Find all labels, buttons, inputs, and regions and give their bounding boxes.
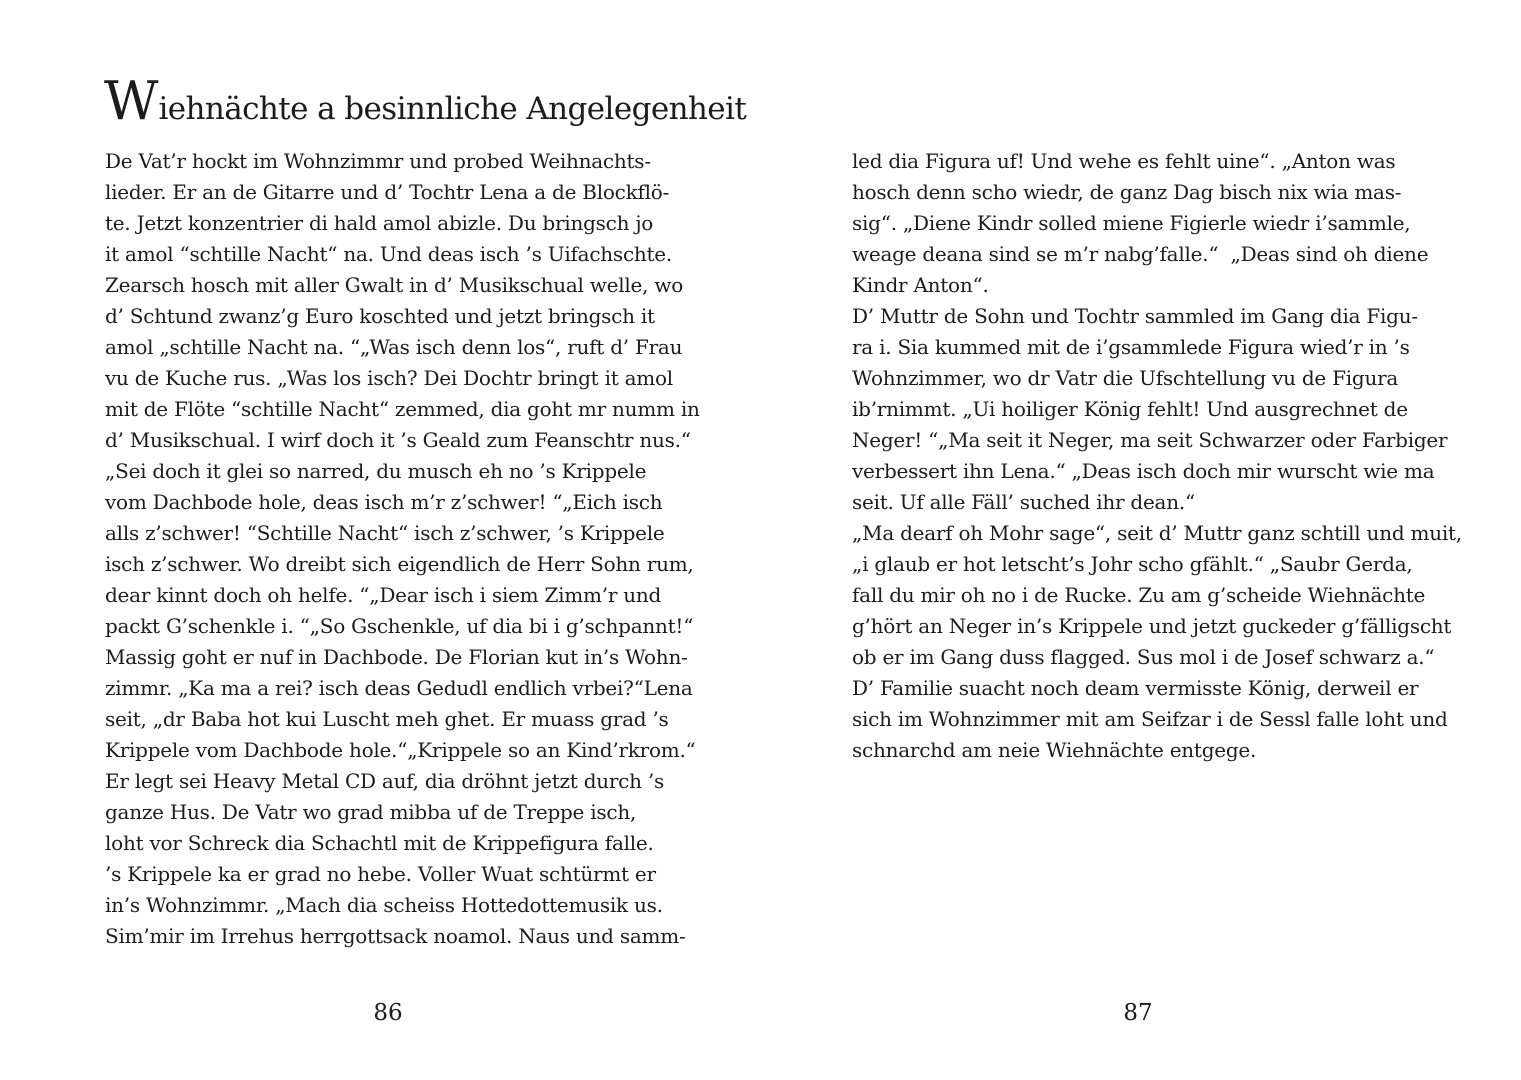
text-line: verbessert ihn Lena.“ „Deas isch doch mir wurscht wie ma [852, 459, 1435, 483]
text-line: d’ Musikschual. I wirf doch it ’s Geald zum Feanschtr nus.“ [105, 428, 691, 452]
text-line: sig“. „Diene Kindr solled miene Figierle wiedr i’sammle, [852, 211, 1411, 235]
text-line: schnarchd am neie Wiehnächte entgege. [852, 738, 1257, 762]
text-line: weage deana sind se m’r nabg’falle.“ „Deas sind oh diene [852, 242, 1429, 266]
chapter-title-rest: iehnächte a besinnliche Angelegenheit [158, 91, 747, 127]
text-line: g’hört an Neger in’s Krippele und jetzt guckeder g’fälligscht [852, 614, 1452, 638]
text-line: zimmr. „Ka ma a rei? isch deas Gedudl endlich vrbei?“Lena [105, 676, 693, 700]
text-line: vom Dachbode hole, deas isch m’r z’schwer! “„Eich isch [105, 490, 663, 514]
left-page-body [105, 146, 700, 952]
text-line: Wohnzimmer, wo dr Vatr die Ufschtellung vu de Figura [852, 366, 1399, 390]
text-line: sich im Wohnzimmer mit am Seifzar i de Sessl falle loht und [852, 707, 1448, 731]
text-line: Zearsch hosch mit aller Gwalt in d’ Musikschual welle, wo [105, 273, 683, 297]
text-line: D’ Muttr de Sohn und Tochtr sammled im Gang dia Figu- [852, 304, 1418, 328]
text-line: hosch denn scho wiedr, de ganz Dag bisch nix wia mas- [852, 180, 1402, 204]
right-page-number: 87 [1123, 1000, 1153, 1026]
text-line: Kindr Anton“. [852, 273, 989, 297]
text-line: lieder. Er an de Gitarre und d’ Tochtr Lena a de Blockflö- [105, 180, 670, 204]
text-line: loht vor Schreck dia Schachtl mit de Krippefigura falle. [105, 831, 654, 855]
text-line: Massig goht er nuf in Dachbode. De Florian kut in’s Wohn- [105, 645, 688, 669]
text-line: vu de Kuche rus. „Was los isch? Dei Dochtr bringt it amol [105, 366, 673, 390]
left-page-number: 86 [373, 1000, 403, 1026]
text-line: Krippele vom Dachbode hole.“„Krippele so an Kind’rkrom.“ [105, 738, 696, 762]
text-line: in’s Wohnzimmr. „Mach dia scheiss Hottedottemusik us. [105, 893, 663, 917]
text-line: ib’rnimmt. „Ui hoiliger König fehlt! Und ausgrechnet de [852, 397, 1408, 421]
text-line: ob er im Gang duss flagged. Sus mol i de Josef schwarz a.“ [852, 645, 1435, 669]
text-line: „i glaub er hot letscht’s Johr scho gfählt.“ „Saubr Gerda, [852, 552, 1413, 576]
text-line: De Vat’r hockt im Wohnzimmr und probed Weihnachts- [105, 149, 651, 173]
text-line: „Ma dearf oh Mohr sage“, seit d’ Muttr ganz schtill und muit, [852, 521, 1462, 545]
text-line: it amol “schtille Nacht“ na. Und deas isch ’s Uifachschte. [105, 242, 673, 266]
text-line: Er legt sei Heavy Metal CD auf, dia dröhnt jetzt durch ’s [105, 769, 664, 793]
chapter-title-initial: W [104, 71, 159, 132]
right-page-body [852, 146, 1462, 766]
text-line: Sim’mir im Irrehus herrgottsack noamol. Naus und samm- [105, 924, 686, 948]
text-line: dear kinnt doch oh helfe. “„Dear isch i siem Zimm’r und [105, 583, 662, 607]
text-line: ’s Krippele ka er grad no hebe. Voller Wuat schtürmt er [105, 862, 656, 886]
text-line: te. Jetzt konzentrier di hald amol abizle. Du bringsch jo [105, 211, 654, 235]
text-line: led dia Figura uf! Und wehe es fehlt uine“. „Anton was [852, 149, 1396, 173]
text-line: fall du mir oh no i de Rucke. Zu am g’scheide Wiehnächte [852, 583, 1426, 607]
text-line: mit de Flöte “schtille Nacht“ zemmed, dia goht mr numm in [105, 397, 700, 421]
text-line: seit, „dr Baba hot kui Luscht meh ghet. Er muass grad ’s [105, 707, 669, 731]
text-line: ra i. Sia kummed mit de i’gsammlede Figura wied’r in ’s [852, 335, 1410, 359]
text-line: „Sei doch it glei so narred, du musch eh no ’s Krippele [105, 459, 647, 483]
text-line: Neger! “„Ma seit it Neger, ma seit Schwarzer oder Farbiger [852, 428, 1448, 452]
text-line: isch z’schwer. Wo dreibt sich eigendlich de Herr Sohn rum, [105, 552, 694, 576]
text-line: amol „schtille Nacht na. “„Was isch denn los“, ruft d’ Frau [105, 335, 683, 359]
text-line: alls z’schwer! “Schtille Nacht“ isch z’schwer, ’s Krippele [105, 521, 665, 545]
text-line: ganze Hus. De Vatr wo grad mibba uf de Treppe isch, [105, 800, 637, 824]
text-line: d’ Schtund zwanz’g Euro koschted und jetzt bringsch it [105, 304, 655, 328]
chapter-title [104, 71, 747, 135]
text-line: packt G’schenkle i. “„So Gschenkle, uf dia bi i g’schpannt!“ [105, 614, 694, 638]
text-line: seit. Uf alle Fäll’ suched ihr dean.“ [852, 490, 1195, 514]
text-line: D’ Familie suacht noch deam vermisste König, derweil er [852, 676, 1419, 700]
